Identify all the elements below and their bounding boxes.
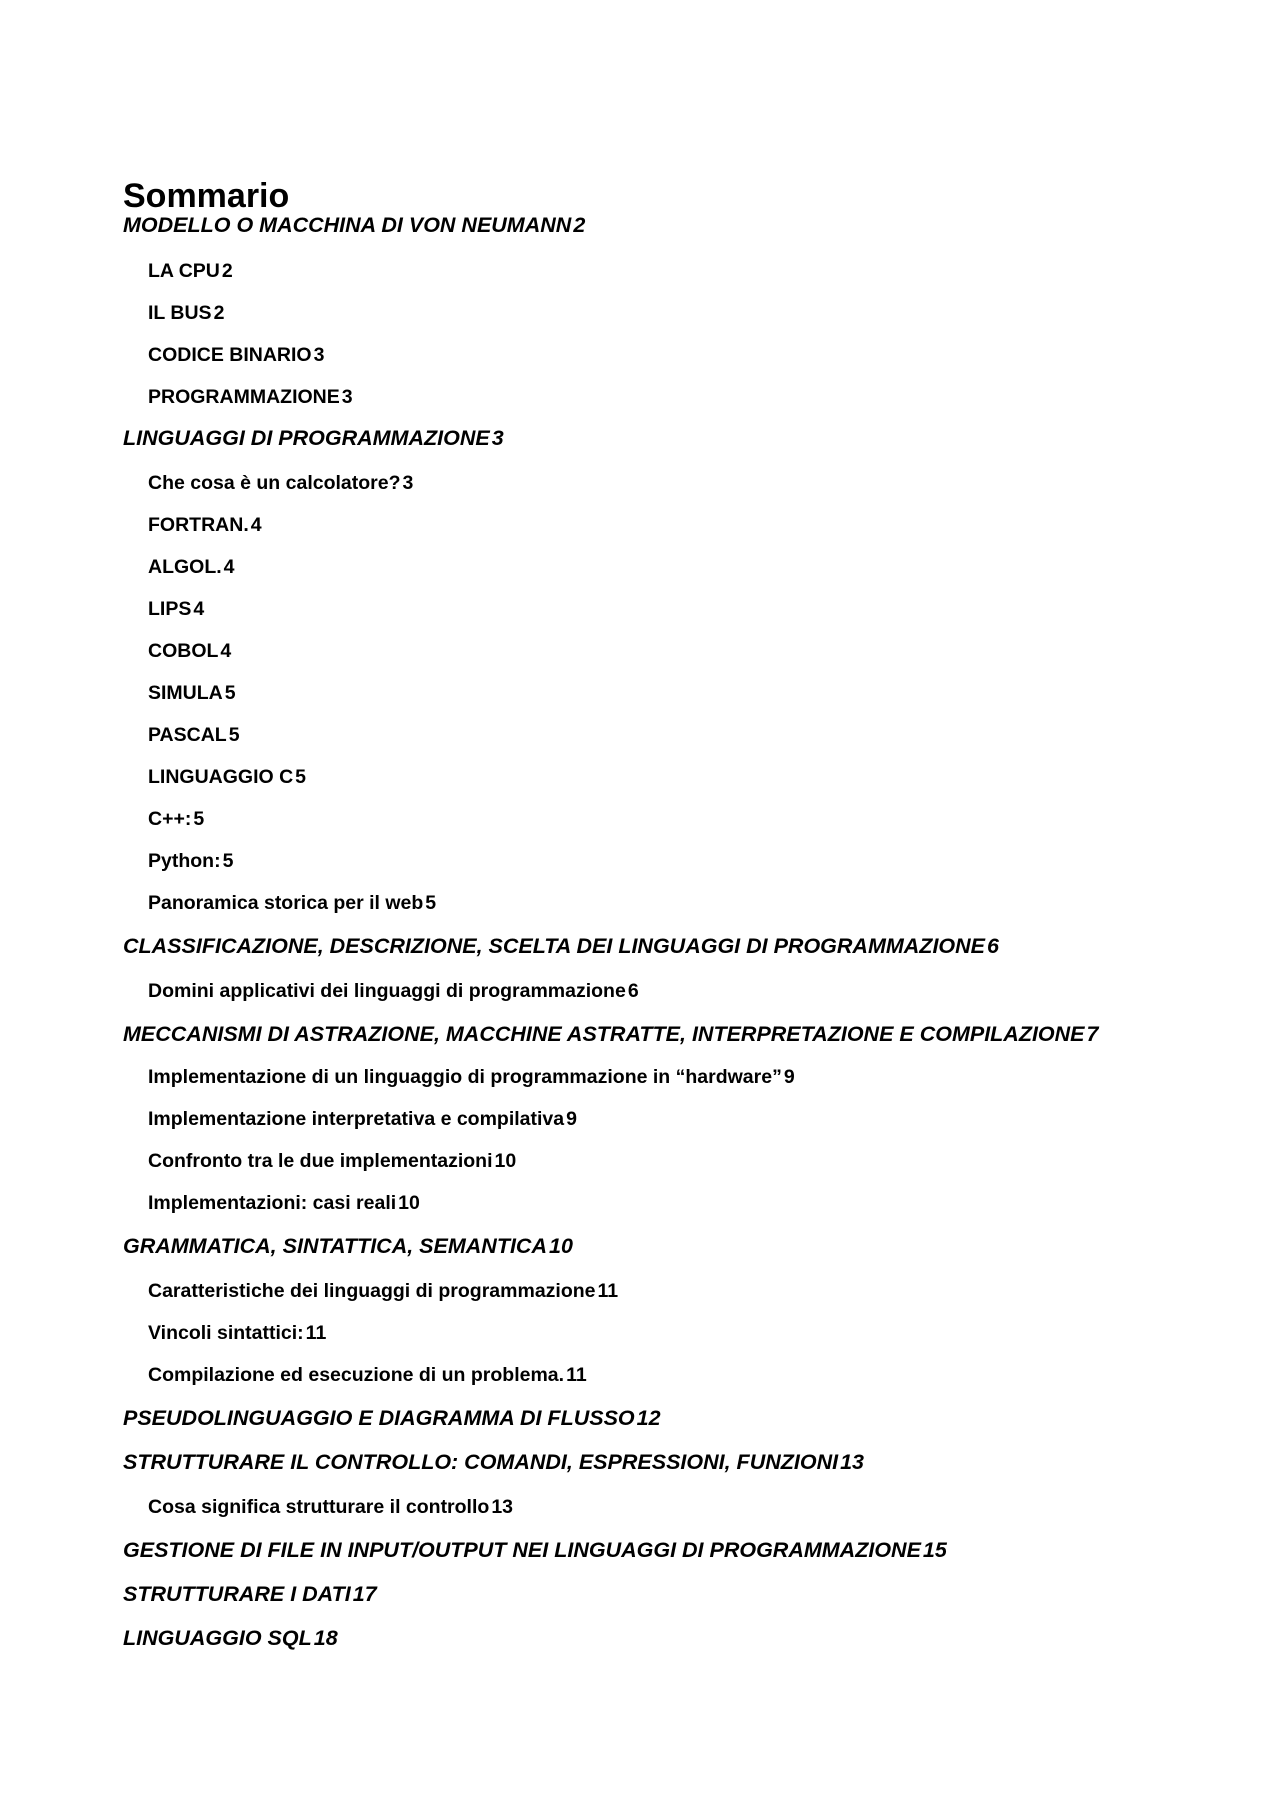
toc-page-number: 10: [494, 1150, 517, 1172]
toc-page-number: 3: [313, 344, 325, 366]
toc-page-number: 5: [425, 892, 437, 914]
toc-entry-label: Implementazioni: casi reali: [148, 1192, 397, 1214]
toc-entry-label: Domini applicativi dei linguaggi di programmazione: [148, 980, 626, 1002]
toc-entry-label: Vincoli sintattici:: [148, 1322, 304, 1344]
toc-entry-label: LINGUAGGIO C: [148, 766, 294, 788]
toc-page-number: 9: [566, 1108, 577, 1130]
toc-page-number: 5: [295, 766, 307, 788]
toc-entry-label: LA CPU: [148, 260, 220, 282]
page-title: Sommario: [123, 177, 290, 215]
toc-entry-label: LINGUAGGI DI PROGRAMMAZIONE: [123, 426, 490, 450]
toc-entry-label: Compilazione ed esecuzione di un problema.: [148, 1364, 565, 1386]
toc-entry-label: MECCANISMI DI ASTRAZIONE, MACCHINE ASTRATTE, INTERPRETAZIONE E COMPILAZIONE: [123, 1022, 1085, 1046]
toc-page-number: 2: [213, 302, 225, 324]
toc-page-number: 10: [549, 1234, 573, 1258]
toc-entry-label: PSEUDOLINGUAGGIO E DIAGRAMMA DI FLUSSO: [123, 1406, 635, 1430]
toc-page-number: 10: [398, 1192, 420, 1214]
toc-entry-label: STRUTTURARE IL CONTROLLO: COMANDI, ESPRESSIONI, FUNZIONI: [123, 1450, 839, 1474]
toc-entry-label: GRAMMATICA, SINTATTICA, SEMANTICA: [123, 1234, 547, 1258]
toc-entry-label: Implementazione di un linguaggio di programmazione in “hardware”: [148, 1066, 782, 1088]
toc-entry-label: CODICE BINARIO: [148, 344, 312, 366]
toc-entry-label: PROGRAMMAZIONE: [148, 386, 340, 408]
toc-entry-label: COBOL: [148, 640, 219, 662]
toc-page-number: 18: [313, 1626, 338, 1650]
toc-page-number: 6: [627, 980, 639, 1002]
toc-entry-label: STRUTTURARE I DATI: [123, 1582, 351, 1606]
toc-page-number: 2: [221, 260, 233, 282]
toc-page-number: 2: [573, 213, 586, 237]
toc-page-number: 13: [491, 1496, 514, 1518]
toc-page-number: 4: [223, 556, 235, 578]
toc-page-number: 4: [220, 640, 232, 662]
toc-page-number: 3: [491, 426, 504, 450]
toc-entry-label: LIPS: [148, 598, 192, 620]
toc-entry-label: LINGUAGGIO SQL: [123, 1626, 312, 1650]
toc-entry-label: C++:: [148, 808, 192, 830]
toc-page-number: 4: [250, 514, 262, 536]
toc-page-number: 12: [636, 1406, 661, 1430]
toc-page-number: 5: [224, 682, 236, 704]
toc-entry-label: Python:: [148, 850, 221, 872]
toc-entry-label: FORTRAN.: [148, 514, 249, 536]
toc-page-number: 11: [305, 1322, 327, 1344]
toc-entry-label: ALGOL.: [148, 556, 222, 578]
toc-entry-label: IL BUS: [148, 302, 212, 324]
toc-page-number: 11: [597, 1280, 619, 1302]
toc-entry-label: Che cosa è un calcolatore?: [148, 472, 401, 494]
toc-entry-label: GESTIONE DI FILE IN INPUT/OUTPUT NEI LINGUAGGI DI PROGRAMMAZIONE: [123, 1538, 921, 1562]
toc-entry-label: Panoramica storica per il web: [148, 892, 424, 914]
toc-page-number: 17: [352, 1582, 377, 1606]
toc-page-number: 3: [341, 386, 353, 408]
toc-page-number: 7: [1086, 1022, 1099, 1046]
toc-entry-label: PASCAL: [148, 724, 227, 746]
toc-page-number: 6: [987, 934, 999, 958]
toc-page-number: 5: [222, 850, 234, 872]
toc-entry-label: MODELLO O MACCHINA DI VON NEUMANN: [123, 213, 572, 237]
toc-entry-label: Confronto tra le due implementazioni: [148, 1150, 493, 1172]
toc-page-number: 4: [193, 598, 205, 620]
toc-entry-label: Caratteristiche dei linguaggi di programmazione: [148, 1280, 596, 1302]
toc-page-number: 5: [193, 808, 205, 830]
toc-entry-label: CLASSIFICAZIONE, DESCRIZIONE, SCELTA DEI LINGUAGGI DI PROGRAMMAZIONE: [123, 934, 986, 958]
toc-entry-label: Cosa significa strutturare il controllo: [148, 1496, 490, 1518]
toc-entry-label: SIMULA: [148, 682, 223, 704]
toc-entry-label: Implementazione interpretativa e compilativa: [148, 1108, 565, 1130]
toc-page-number: 5: [228, 724, 240, 746]
toc-page-number: 9: [783, 1066, 795, 1088]
toc-page-number: 3: [402, 472, 414, 494]
toc-page-number: 15: [922, 1538, 947, 1562]
toc-page-number: 13: [840, 1450, 864, 1474]
toc-page-number: 11: [566, 1364, 587, 1386]
